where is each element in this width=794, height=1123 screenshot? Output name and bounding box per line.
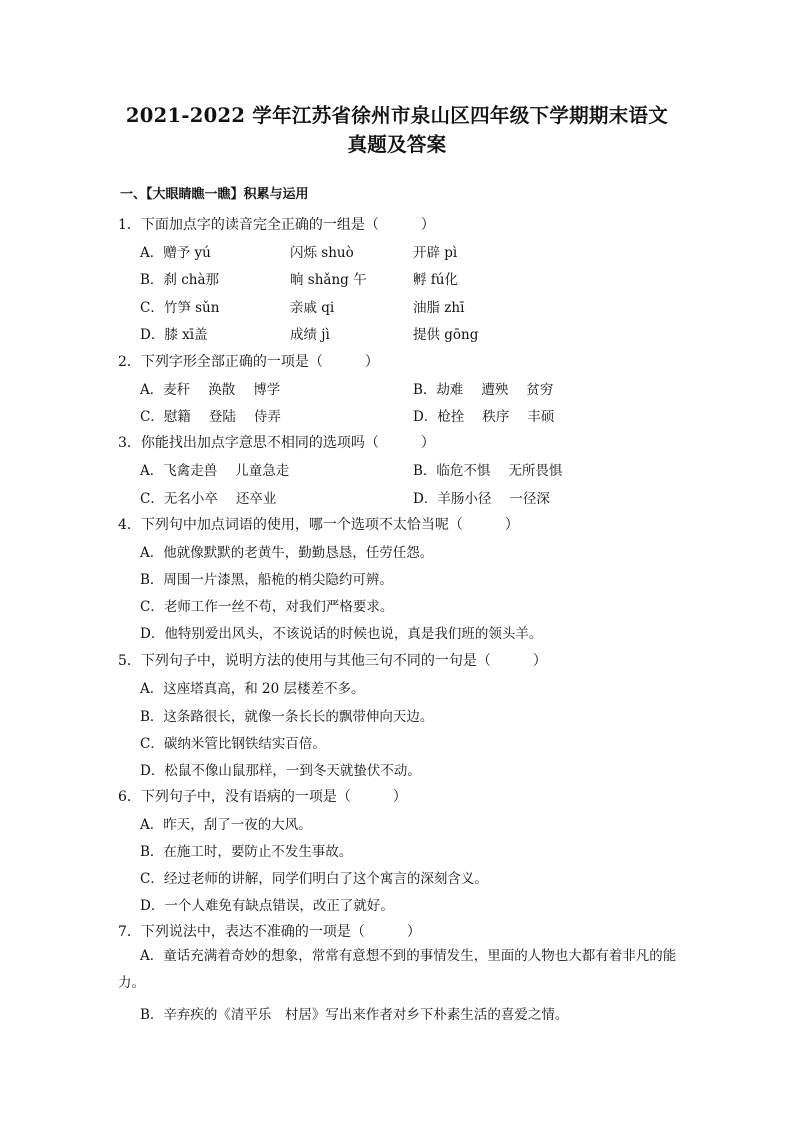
q2-c-word-1: C．慰籍 bbox=[140, 409, 191, 425]
document-title-line1: 2021-2022 学年江苏省徐州市泉山区四年级下学期期末语文 bbox=[125, 104, 669, 127]
q2-option-b bbox=[413, 378, 553, 398]
q1-option-a-2: 闪烁 shuò bbox=[290, 245, 354, 261]
q5-option-a: A．这座塔真高，和 20 层楼差不多。 bbox=[140, 681, 365, 697]
q1-option-b-3: 孵 fú化 bbox=[413, 272, 458, 288]
question-6-stem: 6．下列句子中，没有语病的一项是（ ） bbox=[118, 789, 407, 805]
q6-option-c: C．经过老师的讲解，同学们明白了这个寓言的深刻含义。 bbox=[140, 871, 488, 887]
q2-a-word-2: 涣散 bbox=[208, 382, 236, 398]
question-4-stem: 4．下列句中加点词语的使用，哪一个选项不太恰当呢（ ） bbox=[118, 517, 519, 533]
q4-option-a: A．他就像默默的老黄牛，勤勤恳恳，任劳任怨。 bbox=[140, 545, 434, 561]
q4-option-c: C．老师工作一丝不苟，对我们严格要求。 bbox=[140, 599, 394, 615]
q3-option-d bbox=[413, 487, 550, 507]
q1-option-c-1: C．竹笋 sǔn bbox=[140, 300, 220, 316]
q1-option-d-3: 提供 gōng bbox=[413, 327, 479, 343]
q7-option-a bbox=[118, 943, 678, 997]
q3-d-word-1: D．羊肠小径 bbox=[413, 491, 492, 507]
q7-option-b: B．辛弃疾的《清平乐 村居》写出来作者对乡下朴素生活的喜爱之情。 bbox=[140, 1007, 569, 1023]
q1-option-a-1: A．赠予 yú bbox=[140, 245, 211, 261]
question-5-stem: 5．下列句子中，说明方法的使用与其他三句不同的一句是（ ） bbox=[118, 653, 547, 669]
q1-option-c-2: 亲戚 qi bbox=[290, 300, 335, 316]
q1-option-b-2: 晌 shǎng 午 bbox=[290, 272, 367, 288]
question-2-stem: 2．下列字形全部正确的一项是（ ） bbox=[118, 354, 379, 370]
q2-b-word-2: 遭殃 bbox=[481, 382, 509, 398]
q1-option-c-3: 油脂 zhī bbox=[413, 300, 465, 316]
q5-option-d: D．松鼠不像山鼠那样，一到冬天就蛰伏不动。 bbox=[140, 763, 421, 779]
q2-b-word-3: 贫穷 bbox=[526, 382, 554, 398]
q3-option-a bbox=[140, 459, 289, 479]
q2-d-word-2: 秩序 bbox=[482, 409, 510, 425]
q6-option-b: B．在施工时，要防止不发生事故。 bbox=[140, 844, 353, 860]
q3-c-word-2: 还卒业 bbox=[235, 491, 277, 507]
q1-option-d-2: 成绩 jì bbox=[290, 327, 330, 343]
q2-c-word-3: 侍弄 bbox=[253, 409, 281, 425]
q2-b-word-1: B．劫难 bbox=[413, 382, 464, 398]
q1-option-b-1: B．刹 chà那 bbox=[140, 272, 220, 288]
q3-c-word-1: C．无名小卒 bbox=[140, 491, 218, 507]
q3-b-word-1: B．临危不惧 bbox=[413, 463, 491, 479]
document-title-line2: 真题及答案 bbox=[347, 133, 447, 156]
q6-option-d: D．一个人难免有缺点错误，改正了就好。 bbox=[140, 898, 394, 914]
q2-option-c bbox=[140, 405, 281, 425]
q1-option-a-3: 开辟 pì bbox=[413, 245, 458, 261]
q6-option-a: A．昨天，刮了一夜的大风。 bbox=[140, 817, 312, 833]
q2-option-d bbox=[413, 405, 554, 425]
q1-option-d-1: D．膝 xī盖 bbox=[140, 327, 208, 343]
q3-a-word-2: 儿童急走 bbox=[235, 463, 290, 479]
q2-a-word-3: 博学 bbox=[253, 382, 281, 398]
q3-b-word-2: 无所畏惧 bbox=[508, 463, 563, 479]
q5-option-b: B．这条路很长，就像一条长长的飘带伸向天边。 bbox=[140, 709, 434, 725]
q4-option-b: B．周围一片漆黑，船桅的梢尖隐约可辨。 bbox=[140, 572, 393, 588]
section-heading: 一、【大眼睛瞧一瞧】积累与运用 bbox=[120, 187, 309, 202]
q2-option-a bbox=[140, 378, 280, 398]
question-1-stem: 1．下面加点字的读音完全正确的一组是（ ） bbox=[118, 217, 435, 233]
question-3-stem: 3．你能找出加点字意思不相同的选项吗（ ） bbox=[118, 435, 435, 451]
q2-d-word-3: 丰硕 bbox=[527, 409, 555, 425]
q7-option-a-text: A．童话充满着奇妙的想象，常常有意想不到的事情发生，里面的人物也大都有着非凡的能力。 bbox=[118, 948, 677, 991]
q3-a-word-1: A．飞禽走兽 bbox=[140, 463, 218, 479]
q5-option-c: C．碳纳米管比钢铁结实百倍。 bbox=[140, 736, 326, 752]
q2-a-word-1: A．麦秆 bbox=[140, 382, 191, 398]
q2-c-word-2: 登陆 bbox=[208, 409, 236, 425]
q3-d-word-2: 一径深 bbox=[509, 491, 550, 507]
q4-option-d: D．他特别爱出风头，不该说话的时候也说，真是我们班的领头羊。 bbox=[140, 626, 543, 642]
q2-d-word-1: D．枪拴 bbox=[413, 409, 465, 425]
question-7-stem: 7．下列说法中，表达不准确的一项是（ ） bbox=[118, 924, 421, 940]
q3-option-b bbox=[413, 459, 562, 479]
q3-option-c bbox=[140, 487, 276, 507]
